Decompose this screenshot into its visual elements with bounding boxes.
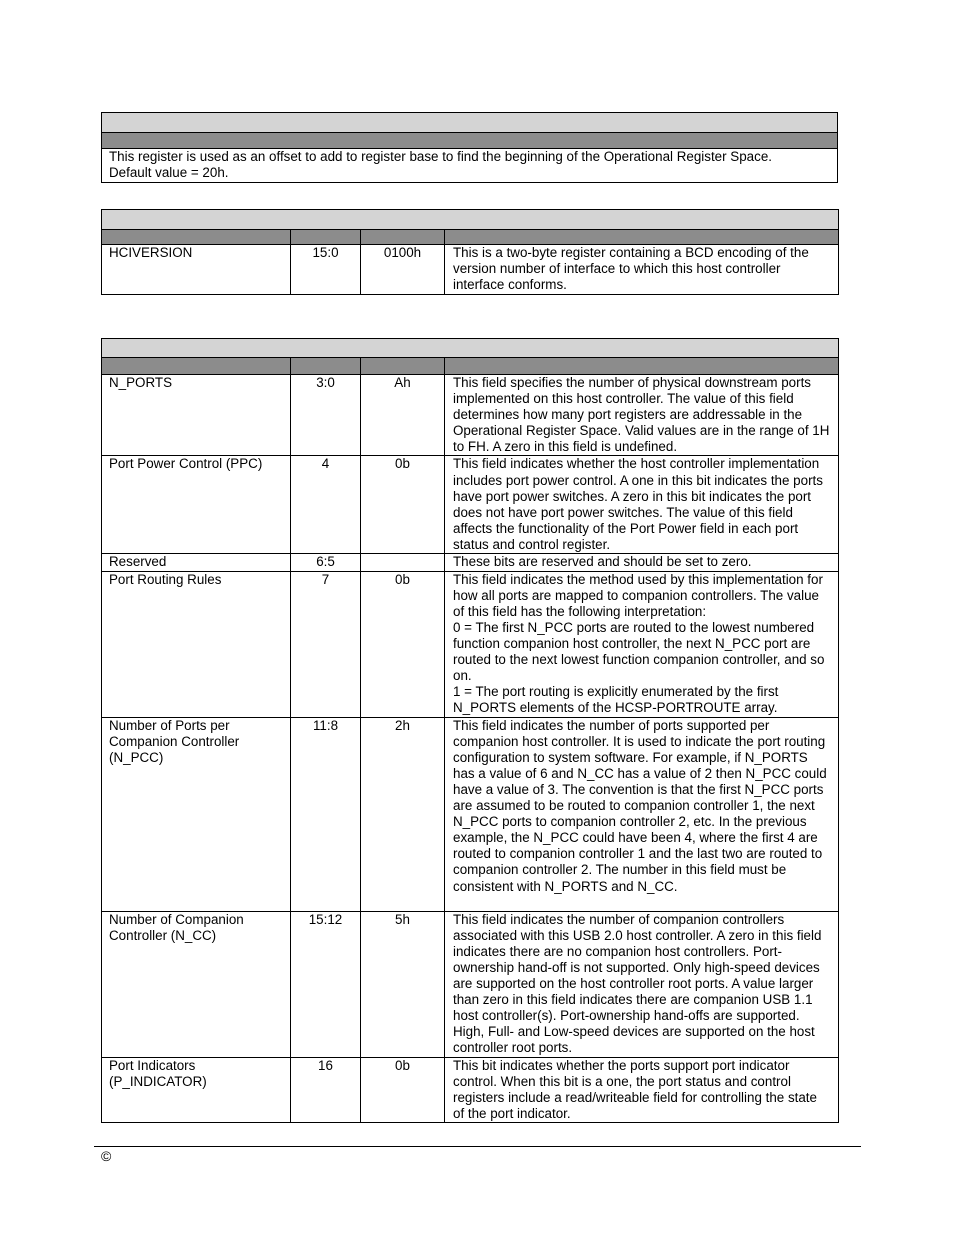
default-value bbox=[361, 554, 445, 571]
table-header-bar bbox=[102, 133, 838, 149]
header-cell-description bbox=[445, 230, 839, 245]
hcsparams-table bbox=[101, 338, 839, 1123]
field-description: This bit indicates whether the ports support port indicator control. When this bit is a one, the port status and control registers include a read/writeable field for controlling the state of the port indicator. bbox=[445, 1057, 839, 1122]
field-name: Port Routing Rules bbox=[102, 571, 291, 717]
field-description: This field specifies the number of physical downstream ports implemented on this host controller. The value of this field determines how many port registers are addressable in the Operational Register Space. Valid values are in the range of 1H to FH. A zero in this field is undefined. bbox=[445, 375, 839, 456]
table-row bbox=[102, 1057, 839, 1122]
table-row bbox=[102, 245, 839, 295]
default-value: 0100h bbox=[361, 245, 445, 295]
table-title-bar bbox=[102, 113, 838, 133]
field-name: N_PORTS bbox=[102, 375, 291, 456]
default-value: Ah bbox=[361, 375, 445, 456]
bit-range: 15:0 bbox=[291, 245, 361, 295]
bit-range: 15:12 bbox=[291, 911, 361, 1057]
bit-range: 16 bbox=[291, 1057, 361, 1122]
copyright-symbol: © bbox=[101, 1148, 112, 1164]
header-cell-field bbox=[102, 230, 291, 245]
bit-range: 11:8 bbox=[291, 717, 361, 911]
default-value: 5h bbox=[361, 911, 445, 1057]
header-cell-description bbox=[445, 358, 839, 375]
field-description: This field indicates the method used by this implementation for how all ports are mapped to companion controllers. The value of this field has the following interpretation: 0 = The first N_PCC ports are routed to the lowest numbered function companion host controller, the next N_PCC port are routed to the next lowest function companion controller, and so on. 1 = The port routing is explicitly enumerated by the first N_PORTS elements of the HCSP-PORTROUTE array. bbox=[445, 571, 839, 717]
field-name: Number of Companion Controller (N_CC) bbox=[102, 911, 291, 1057]
table-row bbox=[102, 554, 839, 571]
bit-range: 4 bbox=[291, 456, 361, 554]
table-row bbox=[102, 717, 839, 911]
header-cell-default bbox=[361, 358, 445, 375]
field-description: This field indicates whether the host controller implementation includes port power control. A one in this bit indicates the ports have port power switches. A zero in this bit indicates the port does not have port power switches. The value of this field affects the functionality of the Port Power field in each port status and control register. bbox=[445, 456, 839, 554]
field-description: This field indicates the number of companion controllers associated with this USB 2.0 host controller. A zero in this field indicates there are no companion host controllers. Port-ownership hand-off is not supported. Only high-speed devices are supported on the host controller root ports. A value larger than zero in this field indicates there are companion USB 1.1 host controller(s). Port-ownership hand-offs are supported. High, Full- and Low-speed devices are supported on the host controller root ports. bbox=[445, 911, 839, 1057]
footer-rule bbox=[94, 1146, 861, 1147]
field-name: Reserved bbox=[102, 554, 291, 571]
caplength-text: This register is used as an offset to add to register base to find the beginning of the Operational Register Space. bbox=[109, 149, 772, 164]
default-value: 0b bbox=[361, 1057, 445, 1122]
field-name: HCIVERSION bbox=[102, 245, 291, 295]
header-cell-field bbox=[102, 358, 291, 375]
field-name: Port Indicators (P_INDICATOR) bbox=[102, 1057, 291, 1122]
bit-range: 7 bbox=[291, 571, 361, 717]
field-name: Port Power Control (PPC) bbox=[102, 456, 291, 554]
table-row bbox=[102, 456, 839, 554]
caplength-table bbox=[101, 112, 838, 183]
table-row bbox=[102, 571, 839, 717]
table-row bbox=[102, 911, 839, 1057]
header-cell-bits bbox=[291, 230, 361, 245]
default-value: 2h bbox=[361, 717, 445, 911]
field-description: This is a two-byte register containing a BCD encoding of the version number of interface to which this host controller interface conforms. bbox=[445, 245, 839, 295]
default-value: 0b bbox=[361, 571, 445, 717]
field-name: Number of Ports per Companion Controller (N_PCC) bbox=[102, 717, 291, 911]
field-description: These bits are reserved and should be set to zero. bbox=[445, 554, 839, 571]
table-row bbox=[102, 375, 839, 456]
header-cell-bits bbox=[291, 358, 361, 375]
hciversion-table bbox=[101, 209, 839, 295]
default-value: 0b bbox=[361, 456, 445, 554]
caplength-description bbox=[102, 149, 838, 183]
header-cell-default bbox=[361, 230, 445, 245]
bit-range: 6:5 bbox=[291, 554, 361, 571]
table-title-bar bbox=[102, 339, 839, 358]
bit-range: 3:0 bbox=[291, 375, 361, 456]
caplength-default: Default value = 20h. bbox=[109, 165, 229, 181]
field-description: This field indicates the number of ports supported per companion host controller. It is used to indicate the port routing configuration to system software. For example, if N_PORTS has a value of 6 and N_CC has a value of 2 then N_PCC could have a value of 3. The convention is that the first N_PCC ports are assumed to be routed to companion controller 1, the next N_PCC ports to companion controller 2, etc. In the previous example, the N_PCC could have been 4, where the first 4 are routed to companion controller 1 and the last two are routed to companion controller 2. The number in this field must be consistent with N_PORTS and N_CC. bbox=[445, 717, 839, 911]
table-title-bar bbox=[102, 210, 839, 230]
